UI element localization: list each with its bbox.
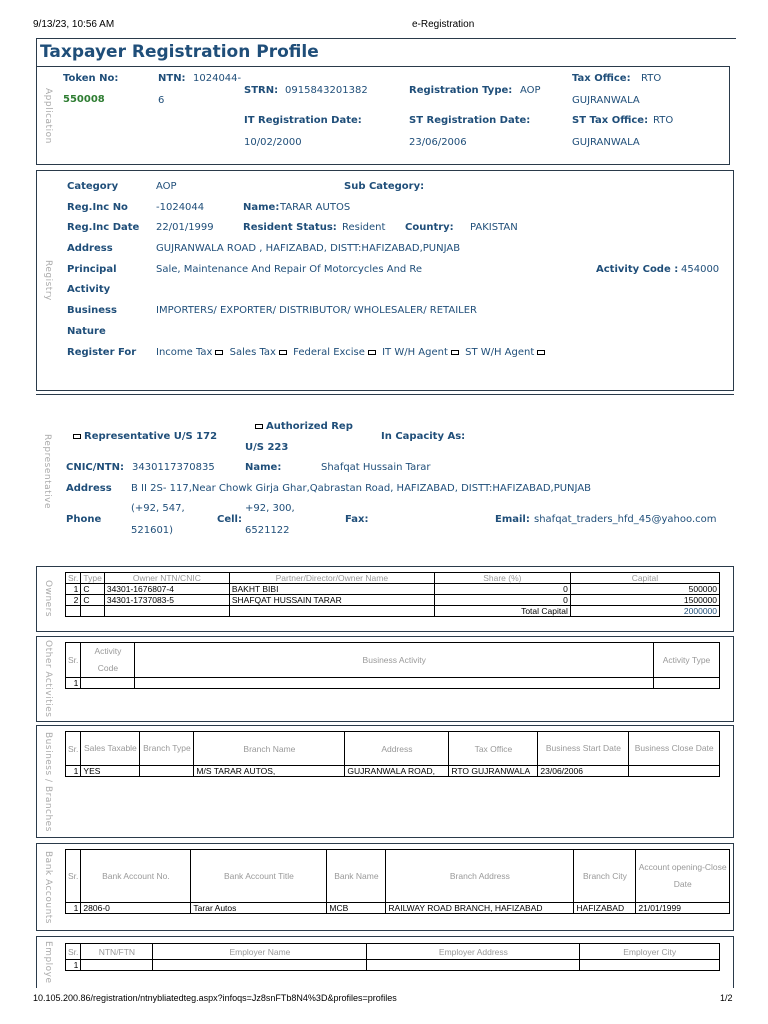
reg-type-value: AOP xyxy=(520,85,541,96)
register-for-federal-excise: Federal Excise xyxy=(293,347,365,358)
emp-col-city: Employer City xyxy=(580,944,720,960)
principal-label: Principal xyxy=(67,264,117,275)
owners-total-row xyxy=(66,606,720,617)
owners-col-capital: Capital xyxy=(570,573,719,584)
bank-col-title: Bank Account Title xyxy=(191,850,327,903)
strn-label: STRN: xyxy=(244,85,279,96)
business-nature-value: IMPORTERS/ EXPORTER/ DISTRIBUTOR/ WHOLESALER/ RETAILER xyxy=(156,305,477,316)
owner-capital: 500000 xyxy=(570,584,719,595)
footer-page-number: 1/2 xyxy=(720,993,733,1003)
rep-us-172: Representative U/S 172 xyxy=(70,431,217,442)
emp-col-sr: Sr. xyxy=(66,944,81,960)
br-col-type: Branch Type xyxy=(140,732,194,766)
bank-col-name: Bank Name xyxy=(327,850,386,903)
st-wh-agent-checkbox[interactable] xyxy=(537,350,545,355)
rep-address-label: Address xyxy=(66,483,112,494)
it-reg-date-value: 10/02/2000 xyxy=(244,137,302,148)
activity-code-value: 454000 xyxy=(681,264,720,275)
bank-col-branch-address: Branch Address xyxy=(386,850,574,903)
registry-section xyxy=(36,170,734,391)
owner-ntn: 34301-1676807-4 xyxy=(104,584,229,595)
register-for-income-tax: Income Tax xyxy=(156,347,213,358)
tax-office-label: Tax Office: xyxy=(572,73,631,84)
br-start: 23/06/2006 xyxy=(538,766,629,777)
reg-inc-date-label: Reg.Inc Date xyxy=(67,222,140,233)
employer-header-row xyxy=(66,944,720,960)
employer-side-label: Employe xyxy=(43,941,53,984)
table-row xyxy=(66,584,720,595)
address-label: Address xyxy=(67,243,113,254)
bank-col-date: Account opening-Close Date xyxy=(636,850,730,903)
br-office: RTO GUJRANWALA xyxy=(449,766,538,777)
oa-col-code: Activity Code xyxy=(81,643,135,678)
email-label: Email: xyxy=(495,514,530,525)
cnic-label: CNIC/NTN: xyxy=(66,462,124,473)
reg-type-label: Registration Type: xyxy=(409,85,513,96)
owner-capital: 1500000 xyxy=(570,595,719,606)
name-label: Name: xyxy=(243,202,280,213)
representative-side-label: Representative xyxy=(42,434,52,510)
phone-value-1: (+92, 547, xyxy=(131,503,185,514)
owner-share: 0 xyxy=(434,584,570,595)
oa-col-activity: Business Activity xyxy=(135,643,654,678)
page-title: Taxpayer Registration Profile xyxy=(40,42,319,62)
bank-date: 21/01/1999 xyxy=(636,903,730,914)
bank-col-account: Bank Account No. xyxy=(81,850,191,903)
register-for-st-wh-agent: ST W/H Agent xyxy=(465,347,535,358)
owners-table xyxy=(65,572,720,617)
cell-label: Cell: xyxy=(217,514,242,525)
owner-sr: 2 xyxy=(66,595,81,606)
oa-col-sr: Sr. xyxy=(66,643,81,678)
st-reg-date-label: ST Registration Date: xyxy=(409,115,531,126)
register-for-list xyxy=(156,347,548,358)
emp-col-address: Employer Address xyxy=(367,944,580,960)
oa-sr: 1 xyxy=(66,678,81,689)
it-wh-agent-checkbox[interactable] xyxy=(451,350,459,355)
bank-branch-address: RAILWAY ROAD BRANCH, HAFIZABAD xyxy=(386,903,574,914)
business-label: Business xyxy=(67,305,117,316)
bank-accounts-side-label: Bank Accounts xyxy=(43,850,53,924)
reg-inc-no-value: -1024044 xyxy=(156,202,205,213)
bank-sr: 1 xyxy=(66,903,81,914)
br-col-start: Business Start Date xyxy=(538,732,629,766)
table-row xyxy=(66,766,720,777)
br-address: GUJRANWALA ROAD, xyxy=(345,766,449,777)
activity-code-label: Activity Code : xyxy=(596,264,679,275)
st-tax-office-label: ST Tax Office: xyxy=(572,115,649,126)
total-capital-label: Total Capital xyxy=(434,606,570,617)
principal-activity-value: Sale, Maintenance And Repair Of Motorcycles And Re xyxy=(156,264,423,275)
application-section xyxy=(36,66,730,165)
ntn-value-1: 1024044- xyxy=(193,73,242,84)
br-col-taxable: Sales Taxable xyxy=(81,732,140,766)
token-label: Token No: xyxy=(63,73,119,84)
ntn-label: NTN: xyxy=(158,73,186,84)
token-value: 550008 xyxy=(63,94,105,105)
tax-office-value-2: GUJRANWALA xyxy=(572,95,640,106)
phone-value-2: 521601) xyxy=(131,525,174,536)
owners-col-type: Type xyxy=(81,573,104,584)
rep-172-checkbox[interactable] xyxy=(73,434,81,439)
phone-label: Phone xyxy=(66,514,102,525)
bank-col-sr: Sr. xyxy=(66,850,81,903)
sales-tax-checkbox[interactable] xyxy=(279,350,287,355)
footer-url: 10.105.200.86/registration/ntnybliatedteg.aspx?infoqs=Jz8snFTb8N4%3D&profiles=profiles xyxy=(33,993,397,1003)
auth-rep-checkbox[interactable] xyxy=(255,424,263,429)
country-value: PAKISTAN xyxy=(470,222,518,233)
title-bar xyxy=(36,38,736,66)
br-col-close: Business Close Date xyxy=(629,732,720,766)
table-row xyxy=(66,595,720,606)
cnic-value: 3430117370835 xyxy=(132,462,215,473)
owner-share: 0 xyxy=(434,595,570,606)
resident-status-label: Resident Status: xyxy=(243,222,337,233)
table-row xyxy=(66,960,720,971)
table-row xyxy=(66,678,720,689)
activity-label: Activity xyxy=(67,284,111,295)
bank-name: MCB xyxy=(327,903,386,914)
register-for-sales-tax: Sales Tax xyxy=(229,347,276,358)
sub-category-label: Sub Category: xyxy=(344,181,425,192)
br-col-sr: Sr. xyxy=(66,732,81,766)
owner-ntn: 34301-1737083-5 xyxy=(104,595,229,606)
owner-sr: 1 xyxy=(66,584,81,595)
federal-excise-checkbox[interactable] xyxy=(368,350,376,355)
st-tax-office-value-1: RTO xyxy=(653,115,674,126)
tax-office-value-1: RTO xyxy=(641,73,662,84)
registry-side-label: Registry xyxy=(43,260,53,301)
owners-col-share: Share (%) xyxy=(434,573,570,584)
branches-side-label: Business / Branches xyxy=(43,731,53,832)
rep-name-value: Shafqat Hussain Tarar xyxy=(321,462,431,473)
branches-header-row xyxy=(66,732,720,766)
email-value: shafqat_traders_hfd_45@yahoo.com xyxy=(534,514,717,525)
table-row xyxy=(66,903,730,914)
br-col-office: Tax Office xyxy=(449,732,538,766)
cell-value-2: 6521122 xyxy=(245,525,290,536)
owner-name: BAKHT BIBI xyxy=(229,584,434,595)
category-value: AOP xyxy=(156,181,177,192)
br-col-address: Address xyxy=(345,732,449,766)
owner-name: SHAFQAT HUSSAIN TARAR xyxy=(229,595,434,606)
owners-col-ntn: Owner NTN/CNIC xyxy=(104,573,229,584)
nature-label: Nature xyxy=(67,326,106,337)
st-tax-office-value-2: GUJRANWALA xyxy=(572,137,640,148)
cell-value-1: +92, 300, xyxy=(245,503,295,514)
owners-col-name: Partner/Director/Owner Name xyxy=(229,573,434,584)
owners-side-label: Owners xyxy=(43,580,53,618)
st-reg-date-value: 23/06/2006 xyxy=(409,137,467,148)
income-tax-checkbox[interactable] xyxy=(215,350,223,355)
owners-header-row xyxy=(66,573,720,584)
br-close xyxy=(629,766,720,777)
emp-col-ntn: NTN/FTN xyxy=(81,944,153,960)
emp-col-name: Employer Name xyxy=(153,944,367,960)
branches-table xyxy=(65,731,720,777)
name-value: TARAR AUTOS xyxy=(280,202,351,213)
owners-col-sr: Sr. xyxy=(66,573,81,584)
register-for-it-wh-agent: IT W/H Agent xyxy=(382,347,448,358)
employer-table xyxy=(65,943,720,971)
application-side-label: Application xyxy=(43,87,53,144)
other-activities-table xyxy=(65,642,720,689)
fax-label: Fax: xyxy=(345,514,369,525)
auth-rep: Authorized Rep xyxy=(252,421,353,432)
print-page-title: e-Registration xyxy=(412,19,475,30)
br-col-name: Branch Name xyxy=(194,732,345,766)
br-type xyxy=(140,766,194,777)
bank-account-title: Tarar Autos xyxy=(191,903,327,914)
bank-col-city: Branch City xyxy=(574,850,636,903)
representative-section xyxy=(36,394,734,549)
reg-inc-date-value: 22/01/1999 xyxy=(156,222,214,233)
country-label: Country: xyxy=(405,222,454,233)
other-activities-side-label: Other Activities xyxy=(43,640,53,718)
oa-col-type: Activity Type xyxy=(654,643,720,678)
other-activities-header-row xyxy=(66,643,720,678)
register-for-label: Register For xyxy=(67,347,137,358)
emp-sr: 1 xyxy=(66,960,81,971)
auth-rep-us-223: U/S 223 xyxy=(245,442,289,453)
resident-status-value: Resident xyxy=(342,222,386,233)
rep-name-label: Name: xyxy=(245,462,282,473)
print-datetime: 9/13/23, 10:56 AM xyxy=(33,19,115,30)
owner-type: C xyxy=(81,584,104,595)
capacity-label: In Capacity As: xyxy=(381,431,466,442)
strn-value: 0915843201382 xyxy=(285,85,368,96)
bank-accounts-table xyxy=(65,849,730,914)
rep-address-value: B II 2S- 117,Near Chowk Girja Ghar,Qabrastan Road, HAFIZABAD, DISTT:HAFIZABAD,PUNJAB xyxy=(131,483,592,494)
bank-header-row xyxy=(66,850,730,903)
ntn-value-2: 6 xyxy=(158,95,165,106)
br-name: M/S TARAR AUTOS, xyxy=(194,766,345,777)
owner-type: C xyxy=(81,595,104,606)
bank-city: HAFIZABAD xyxy=(574,903,636,914)
total-capital-value: 2000000 xyxy=(570,606,719,617)
bank-account-no: 2806-0 xyxy=(81,903,191,914)
br-sr: 1 xyxy=(66,766,81,777)
br-taxable: YES xyxy=(81,766,140,777)
reg-inc-no-label: Reg.Inc No xyxy=(67,202,128,213)
it-reg-date-label: IT Registration Date: xyxy=(244,115,362,126)
category-label: Category xyxy=(67,181,119,192)
address-value: GUJRANWALA ROAD , HAFIZABAD, DISTT:HAFIZABAD,PUNJAB xyxy=(156,243,461,254)
